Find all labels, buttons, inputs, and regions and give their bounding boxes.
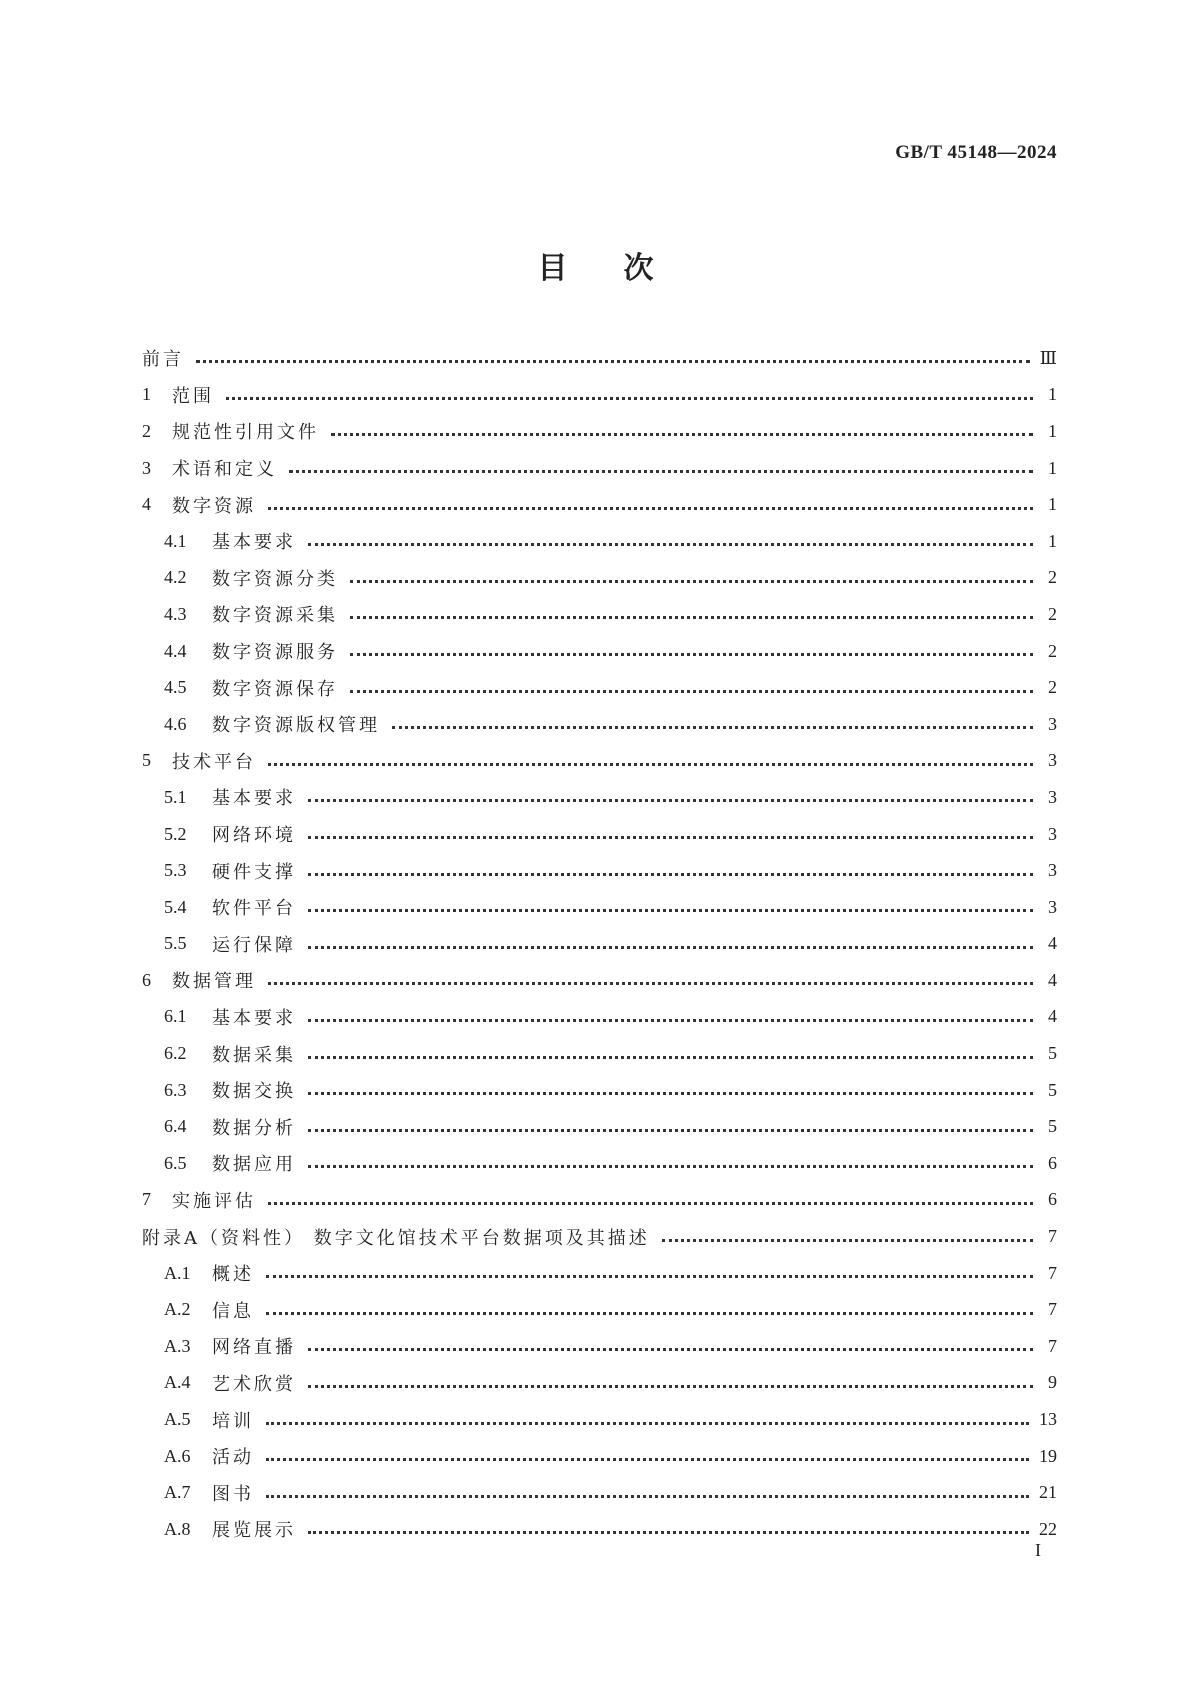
toc-entry-label: 基本要求 — [212, 532, 296, 554]
dot-leader — [308, 908, 1033, 912]
dot-leader — [331, 432, 1033, 436]
standard-number: GB/T 45148—2024 — [895, 142, 1057, 163]
toc-entry-page: 4 — [1048, 969, 1057, 990]
toc-entry-number: 6.2 — [164, 1043, 187, 1064]
toc-entry[interactable] — [142, 340, 1057, 377]
toc-entry-page: 6 — [1048, 1152, 1057, 1173]
toc-entry-label: 概述 — [212, 1264, 254, 1286]
toc-entry-page: 4 — [1048, 933, 1057, 954]
toc-entry[interactable] — [142, 1182, 1057, 1219]
page-title: 目次 — [537, 251, 710, 286]
toc-entry-number: 4 — [142, 494, 151, 515]
toc-entry-label: 信息 — [212, 1300, 254, 1322]
dot-leader — [308, 1018, 1033, 1022]
toc-entry[interactable] — [142, 486, 1057, 523]
toc-entry-label: 数据应用 — [212, 1154, 296, 1176]
toc-entry-label: 软件平台 — [212, 898, 296, 920]
toc-entry[interactable] — [142, 1291, 1057, 1328]
dot-leader — [308, 1530, 1029, 1534]
toc-entry-number: A.5 — [164, 1409, 191, 1430]
toc-entry-number: 5.5 — [164, 933, 187, 954]
toc-entry-page: 3 — [1048, 860, 1057, 881]
toc-entry-page: 7 — [1048, 1299, 1057, 1320]
toc-entry[interactable] — [142, 1438, 1057, 1475]
toc-entry-label: 图书 — [212, 1483, 254, 1505]
toc-entry-page: 21 — [1039, 1482, 1057, 1503]
dot-leader — [350, 579, 1033, 583]
dot-leader — [196, 359, 1030, 363]
toc-entry-page: 3 — [1048, 713, 1057, 734]
toc-entry-page: 3 — [1048, 823, 1057, 844]
dot-leader — [266, 1457, 1029, 1461]
toc-entry-number: 5.3 — [164, 860, 187, 881]
dot-leader — [350, 615, 1033, 619]
toc-entry-number: 7 — [142, 1189, 151, 1210]
toc-entry-label: 前言 — [142, 349, 184, 371]
dot-leader — [268, 981, 1033, 985]
toc-entry-number: 6.4 — [164, 1116, 187, 1137]
toc-entry-number: 4.2 — [164, 567, 187, 588]
toc-entry-page: 1 — [1048, 494, 1057, 515]
toc-entry-page: 22 — [1039, 1518, 1057, 1539]
toc-entry-label: 数据分析 — [212, 1117, 296, 1139]
dot-leader — [308, 1128, 1033, 1132]
toc-entry-label: 展览展示 — [212, 1520, 296, 1542]
toc-entry-number: A.6 — [164, 1445, 191, 1466]
toc-entry-page: 1 — [1048, 530, 1057, 551]
dot-leader — [308, 542, 1033, 546]
toc-entry[interactable] — [142, 596, 1057, 633]
dot-leader — [308, 1164, 1033, 1168]
toc-entry-number: 4.6 — [164, 713, 187, 734]
dot-leader — [308, 945, 1033, 949]
toc-entry-label: 范围 — [172, 385, 214, 407]
toc-entry-page: 13 — [1039, 1409, 1057, 1430]
toc-entry-page: 5 — [1048, 1116, 1057, 1137]
toc-entry-number: 6 — [142, 969, 151, 990]
footer-page-number: I — [1035, 1540, 1041, 1560]
toc-entry-number: 1 — [142, 384, 151, 405]
toc-entry-label: 网络直播 — [212, 1337, 296, 1359]
toc-entry[interactable] — [142, 1511, 1057, 1548]
toc-entry-label: 数字资源版权管理 — [212, 715, 380, 737]
toc-entry-label: 技术平台 — [172, 751, 256, 773]
toc-entry-page: 7 — [1048, 1335, 1057, 1356]
toc-entry-page: 1 — [1048, 420, 1057, 441]
toc-entry-page: 4 — [1048, 1006, 1057, 1027]
toc-entry[interactable] — [142, 1365, 1057, 1402]
toc-entry-number: 4.1 — [164, 530, 187, 551]
toc-entry-label: 数字资源保存 — [212, 678, 338, 700]
toc-entry-page: 7 — [1048, 1262, 1057, 1283]
toc-entry[interactable] — [142, 1328, 1057, 1365]
toc-entry-number: 4.3 — [164, 603, 187, 624]
toc-entry-label: 数据管理 — [172, 971, 256, 993]
toc-entry[interactable] — [142, 1035, 1057, 1072]
toc-entry-label: 规范性引用文件 — [172, 422, 319, 444]
toc-entry-page: 7 — [1048, 1226, 1057, 1247]
dot-leader — [308, 872, 1033, 876]
toc-entry[interactable] — [142, 633, 1057, 670]
toc-entry-number: A.7 — [164, 1482, 191, 1503]
toc-entry[interactable] — [142, 523, 1057, 560]
dot-leader — [266, 1311, 1033, 1315]
toc-entry-number: 2 — [142, 420, 151, 441]
toc-entry-page: 2 — [1048, 567, 1057, 588]
toc-entry-label: 附录A（资料性） 数字文化馆技术平台数据项及其描述 — [142, 1227, 650, 1249]
toc-entry-label: 数据采集 — [212, 1044, 296, 1066]
toc-entry[interactable] — [142, 377, 1057, 414]
toc-entry[interactable] — [142, 1072, 1057, 1109]
dot-leader — [662, 1238, 1033, 1242]
toc-entry-page: 2 — [1048, 677, 1057, 698]
table-of-contents — [142, 340, 1057, 1548]
toc-entry-page: 1 — [1048, 457, 1057, 478]
toc-entry-number: 6.3 — [164, 1079, 187, 1100]
toc-entry-number: 4.5 — [164, 677, 187, 698]
dot-leader — [350, 689, 1033, 693]
dot-leader — [308, 798, 1033, 802]
toc-entry-label: 艺术欣赏 — [212, 1373, 296, 1395]
toc-entry-page: Ⅲ — [1039, 347, 1057, 368]
toc-entry-label: 数字资源 — [172, 495, 256, 517]
toc-entry-page: 5 — [1048, 1079, 1057, 1100]
toc-entry[interactable] — [142, 926, 1057, 963]
toc-entry-number: 5.2 — [164, 823, 187, 844]
toc-entry-number: A.8 — [164, 1518, 191, 1539]
dot-leader — [268, 1201, 1033, 1205]
toc-entry[interactable] — [142, 560, 1057, 597]
dot-leader — [266, 1421, 1029, 1425]
dot-leader — [308, 835, 1033, 839]
toc-entry-number: 3 — [142, 457, 151, 478]
toc-entry-label: 数字资源服务 — [212, 642, 338, 664]
toc-entry-number: A.2 — [164, 1299, 191, 1320]
dot-leader — [226, 396, 1033, 400]
toc-entry-label: 运行保障 — [212, 934, 296, 956]
toc-entry[interactable] — [142, 743, 1057, 780]
toc-entry[interactable] — [142, 706, 1057, 743]
toc-entry-page: 2 — [1048, 640, 1057, 661]
toc-entry[interactable] — [142, 1474, 1057, 1511]
dot-leader — [289, 469, 1033, 473]
toc-entry[interactable] — [142, 779, 1057, 816]
toc-entry-label: 网络环境 — [212, 825, 296, 847]
toc-entry-label: 硬件支撑 — [212, 861, 296, 883]
dot-leader — [392, 725, 1033, 729]
toc-entry[interactable] — [142, 413, 1057, 450]
toc-entry-label: 实施评估 — [172, 1190, 256, 1212]
toc-entry[interactable] — [142, 450, 1057, 487]
dot-leader — [266, 1274, 1033, 1278]
toc-entry-label: 基本要求 — [212, 788, 296, 810]
toc-entry-number: 5 — [142, 750, 151, 771]
toc-entry[interactable] — [142, 999, 1057, 1036]
toc-entry-label: 数字资源分类 — [212, 568, 338, 590]
toc-entry[interactable] — [142, 852, 1057, 889]
toc-entry[interactable] — [142, 1108, 1057, 1145]
toc-entry-page: 3 — [1048, 750, 1057, 771]
toc-entry[interactable] — [142, 889, 1057, 926]
toc-entry[interactable] — [142, 1218, 1057, 1255]
toc-entry[interactable] — [142, 962, 1057, 999]
dot-leader — [308, 1384, 1033, 1388]
toc-entry-page: 3 — [1048, 786, 1057, 807]
toc-entry-number: 6.1 — [164, 1006, 187, 1027]
toc-entry-number: 6.5 — [164, 1152, 187, 1173]
toc-entry[interactable] — [142, 1145, 1057, 1182]
dot-leader — [308, 1347, 1033, 1351]
dot-leader — [268, 762, 1033, 766]
toc-entry-number: 5.1 — [164, 786, 187, 807]
toc-entry-page: 9 — [1048, 1372, 1057, 1393]
toc-entry-page: 1 — [1048, 384, 1057, 405]
toc-entry-number: 5.4 — [164, 896, 187, 917]
toc-entry-page: 3 — [1048, 896, 1057, 917]
toc-entry-page: 5 — [1048, 1043, 1057, 1064]
toc-entry[interactable] — [142, 669, 1057, 706]
toc-entry-page: 6 — [1048, 1189, 1057, 1210]
toc-entry[interactable] — [142, 1401, 1057, 1438]
toc-entry-label: 基本要求 — [212, 1007, 296, 1029]
toc-entry-page: 2 — [1048, 603, 1057, 624]
toc-entry-page: 19 — [1039, 1445, 1057, 1466]
dot-leader — [268, 506, 1033, 510]
toc-entry-number: A.1 — [164, 1262, 191, 1283]
dot-leader — [308, 1055, 1033, 1059]
dot-leader — [350, 652, 1033, 656]
toc-entry-label: 数字资源采集 — [212, 605, 338, 627]
dot-leader — [266, 1494, 1029, 1498]
toc-entry-label: 培训 — [212, 1410, 254, 1432]
toc-entry-number: A.3 — [164, 1335, 191, 1356]
toc-entry-label: 活动 — [212, 1447, 254, 1469]
dot-leader — [308, 1091, 1033, 1095]
toc-entry[interactable] — [142, 1255, 1057, 1292]
toc-entry-number: 4.4 — [164, 640, 187, 661]
toc-entry[interactable] — [142, 816, 1057, 853]
toc-entry-label: 数据交换 — [212, 1081, 296, 1103]
toc-entry-number: A.4 — [164, 1372, 191, 1393]
toc-entry-label: 术语和定义 — [172, 459, 277, 481]
